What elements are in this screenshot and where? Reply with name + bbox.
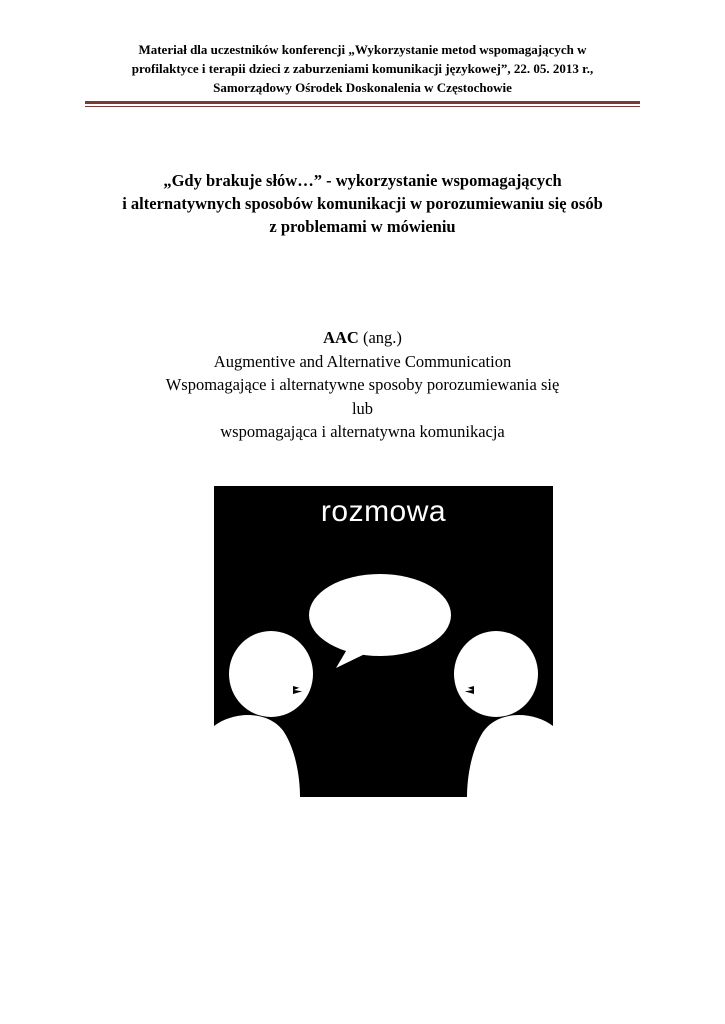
header-line-3: Samorządowy Ośrodek Doskonalenia w Częstochowie: [213, 80, 512, 95]
title-line-1: „Gdy brakuje słów…” - wykorzystanie wspomagających: [163, 171, 562, 190]
aac-english-name: Augmentive and Alternative Communication: [213, 351, 512, 371]
document-header: [60, 40, 665, 97]
conversation-icon: [214, 486, 553, 797]
pictogram-label: rozmowa: [320, 495, 447, 528]
header-rule-thick: [85, 101, 640, 104]
conversation-pictogram: [214, 486, 553, 797]
header-line-2: profilaktyce i terapii dzieci z zaburzeniami komunikacji językowej”, 22. 05. 2013 r.,: [131, 61, 594, 76]
header-line-1: Materiał dla uczestników konferencji „Wykorzystanie metod wspomagających w: [138, 42, 587, 57]
title-line-3: z problemami w mówieniu: [269, 217, 456, 236]
aac-language-note: (ang.): [358, 328, 402, 347]
title-line-2: i alternatywnych sposobów komunikacji w porozumiewaniu się osób: [122, 194, 603, 213]
document-title: [60, 169, 665, 238]
aac-heading: [60, 326, 665, 350]
aac-polish-name-1: Wspomagające i alternatywne sposoby porozumiewania się: [165, 375, 560, 394]
header-rule-thin: [85, 106, 640, 107]
aac-definition: [60, 326, 665, 444]
aac-or: lub: [351, 398, 374, 418]
aac-abbreviation: AAC: [323, 328, 359, 347]
aac-polish-name-2: wspomagająca i alternatywna komunikacja: [220, 422, 505, 441]
